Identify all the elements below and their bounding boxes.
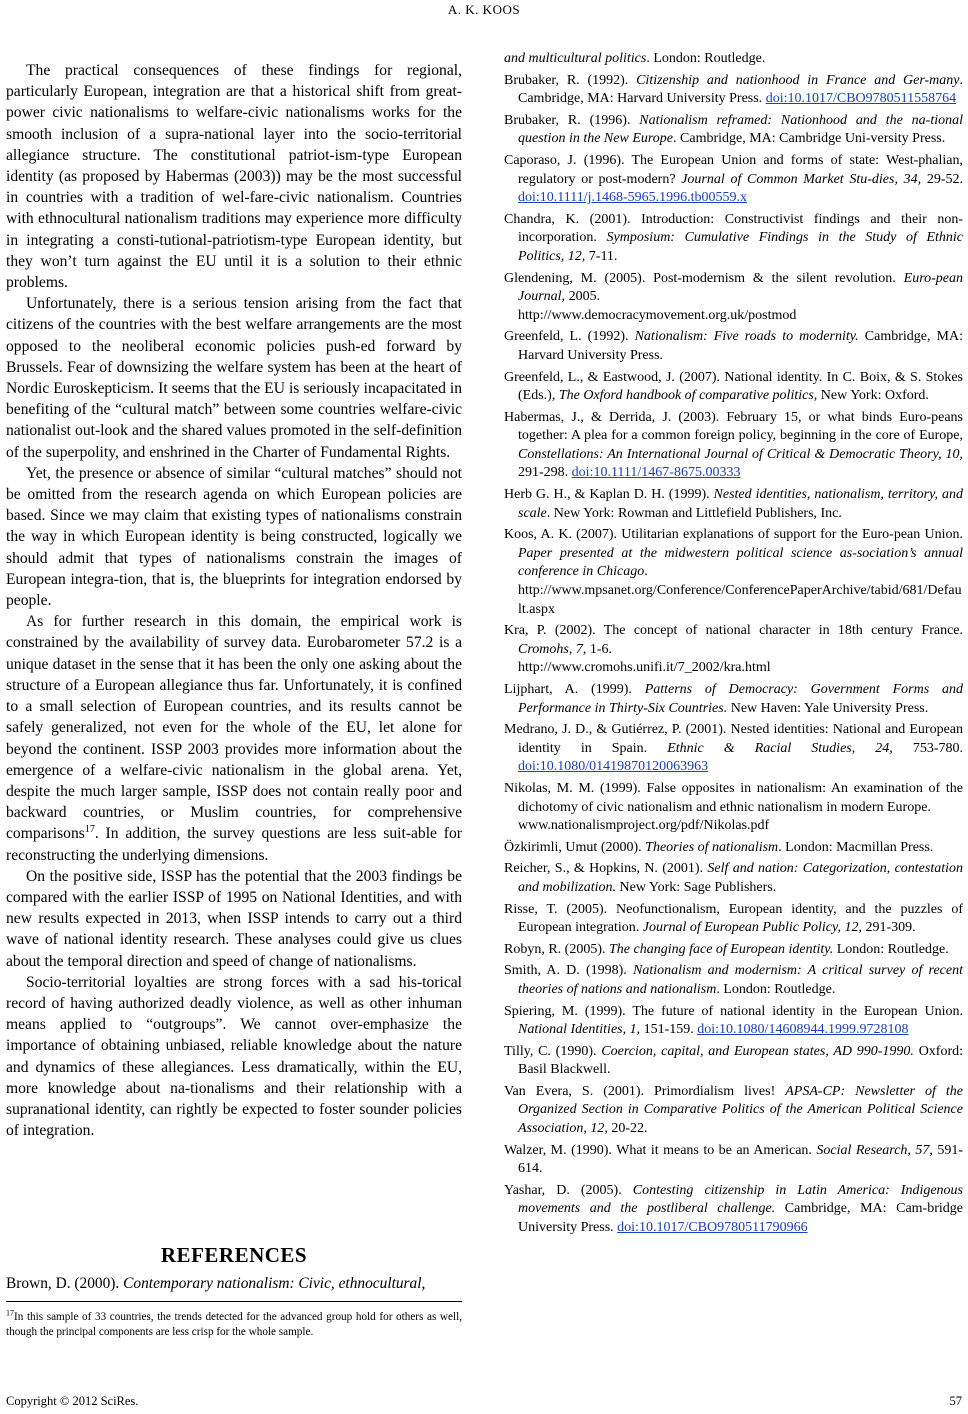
ref-title: The changing face of European identity.	[609, 941, 834, 957]
ref-title: APSA-CP: Newsletter of the Organized Section in Comparative Politics of the American Political Science Association, 12,	[518, 1083, 963, 1137]
reference-entry	[504, 152, 963, 208]
paragraph: The practical consequences of these findings for regional, particularly European, integration are that a historical shift from great-power civic nationalisms to welfare-civic nationalisms works for the smooth inclusion of a supra-national layer into the socio-territorial allegiance structure. The constitutional patriot-ism-type European identity (as proposed by Habermas (2003)) may be the most successful in countries with a tradition of wel-fare-civic nationalism. Countries with ethnocultural nationalism traditions may experience more difficulty in integrating a consti-tutional-patriotism-type European identity, but they won’t turn against the EU until it is a solution to their ethnic problems.	[6, 62, 462, 292]
ref-details: New Haven: Yale University Press.	[727, 700, 929, 716]
paragraph: Unfortunately, there is a serious tension arising from the fact that citizens of the countries with the best welfare arrangements are the most opposed to the neoliberal economic policies push-ed forward by Brussels. Fear of downsizing the welfare system has been at the heart of Nordic Euroskepticism. It seems that the EU is seriously incapacitated in benefiting of the “cultural match” between some countries welfare-civic nationalist out-look and the shared values promoted in the self-definition of the superpolity, and enshrined in the Charter of Fundamental Rights.	[6, 295, 462, 461]
reference-entry	[504, 112, 963, 149]
ref-details: . New York: Rowman and Littlefield Publishers, Inc.	[546, 505, 842, 521]
reference-entry	[504, 270, 963, 326]
ref-title: The Oxford handbook of comparative politics,	[558, 388, 818, 404]
page-number: 57	[949, 1394, 962, 1408]
doi-link[interactable]: doi:10.1017/CBO9780511558764	[765, 91, 957, 107]
ref-title: Nationalism reframed: Nationhood and the na-tional question in the New Europe	[518, 112, 963, 147]
paragraph: Socio-territorial loyalties are strong forces with a sad his-torical record of having authorized deadly violence, as well as other inhuman means applied to “outgroups”. We cannot over-emphasize the importance of obtaining unbiased, reliable knowledge about the nature and dynamics of these allegiances. Less dramatically, within the EU, more knowledge about na-tionalisms and their relationship with a supranational identity, can rightly be expected to foster sounder policies of integration.	[6, 973, 462, 1140]
ref-url: www.nationalismproject.org/pdf/Nikolas.pdf	[518, 818, 770, 834]
ref-authors: Lijphart, A. (1999).	[504, 682, 645, 697]
ref-authors: Tilly, C. (1990).	[504, 1043, 602, 1059]
ref-title: Journal of Common Market Stu-dies, 34,	[681, 171, 922, 187]
reference-entry	[504, 721, 963, 777]
ref-title: Cromohs, 7,	[518, 641, 587, 657]
ref-title: Coercion, capital, and European states, AD 990-1990.	[601, 1043, 914, 1059]
ref-authors: Greenfeld, L., & Eastwood, J. (2007). National identity. In C. Boix, & S. Stokes (Eds.),	[504, 369, 963, 404]
ref-details: 291-309.	[861, 920, 916, 936]
ref-authors: Brubaker, R. (1996).	[504, 112, 640, 128]
doi-link[interactable]: doi:10.1080/01419870120063963	[518, 759, 709, 775]
ref-url: http://www.cromohs.unifi.it/7_2002/kra.html	[518, 660, 771, 676]
reference-entry	[504, 681, 963, 718]
ref-url: http://www.mpsanet.org/Conference/ConferencePaperArchive/tabid/681/Default.aspx	[518, 583, 962, 617]
ref-authors: Chandra, K. (2001). Introduction: Constructivist findings and their non-incorporation.	[504, 211, 963, 246]
reference-entry	[504, 1043, 963, 1080]
ref-details: 291-298.	[518, 465, 572, 481]
ref-title: Paper presented at the midwestern political science as-sociation’s annual conference in Chicago	[518, 545, 963, 580]
ref-details: 753-780.	[892, 740, 963, 756]
reference-entry	[504, 860, 963, 897]
ref-details: . Cambridge, MA: Harvard University Press.	[518, 72, 963, 107]
paragraph	[6, 611, 462, 865]
copyright-footer: Copyright © 2012 SciRes.	[6, 1394, 139, 1408]
reference-entry	[504, 1003, 963, 1040]
ref-authors: Özkirimli, Umut (2000).	[504, 839, 646, 855]
doi-link[interactable]: doi:10.1017/CBO9780511790966	[617, 1220, 808, 1236]
ref-authors: Van Evera, S. (2001). Primordialism lives!	[504, 1083, 786, 1099]
ref-details: 151-159.	[640, 1022, 698, 1038]
paragraph-text: As for further research in this domain, the empirical work is constrained by the availability of survey data. Eurobarometer 57.2 is a unique dataset in the sense that it has been the only one asking about the structure of a European allegiance thus far. Unfortunately, it is confined to a small selection of European countries, and its results cannot be safely generalized, not even for the whole of the EU, let alone for beyond the continent. ISSP 2003 provides more information about the emergence of a welfare-civic nationalism in the global arena. Yet, despite the much larger sample, ISSP does not contain really poor and backward countries, or Muslim countries, for comprehensive comparisons	[6, 613, 462, 843]
running-header: A. K. KOOS	[447, 2, 521, 17]
ref-details: . London: Routledge.	[646, 51, 766, 66]
ref-authors: Nikolas, M. M. (1999). False opposites in nationalism: An examination of the dichotomy of civic nationalism and ethnic nationalism in modern Europe.	[504, 780, 963, 815]
ref-authors: Yashar, D. (2005).	[504, 1182, 633, 1198]
reference-entry	[504, 839, 963, 858]
ref-authors: Koos, A. K. (2007). Utilitarian explanations of support for the Euro-pean Union.	[504, 527, 963, 543]
ref-authors: Walzer, M. (1990). What it means to be an American.	[504, 1142, 817, 1158]
ref-details: 7-11.	[585, 248, 618, 264]
ref-details: . London: Routledge.	[716, 981, 836, 997]
ref-authors: Kra, P. (2002). The concept of national character in 18th century France.	[504, 623, 963, 639]
ref-authors: Caporaso, J. (1996). The European Union and forms of state: West-phalian, regulatory or post-modern?	[504, 152, 963, 187]
reference-entry	[504, 1083, 963, 1139]
ref-details: London: Routledge.	[833, 941, 949, 957]
doi-link[interactable]: doi:10.1111/1467-8675.00333	[571, 465, 741, 481]
ref-authors: Brubaker, R. (1992).	[504, 72, 637, 88]
reference-entry	[504, 901, 963, 938]
footnote	[6, 1310, 462, 1340]
footnote-number: 17	[6, 1308, 14, 1318]
ref-title: Euro-pean Journal,	[518, 270, 963, 305]
reference-entry	[504, 526, 963, 619]
ref-authors: Medrano, J. D., & Gutiérrez, P. (2001). Nested identities: National and European identity in Spain.	[504, 722, 963, 756]
ref-details: New York: Oxford.	[817, 388, 929, 404]
reference-entry	[504, 1182, 963, 1238]
ref-title: Symposium: Cumulative Findings in the Study of Ethnic Politics, 12,	[518, 230, 964, 264]
references-list	[504, 50, 963, 1241]
ref-authors: Greenfeld, L. (1992).	[504, 329, 635, 345]
reference-entry	[504, 72, 963, 109]
ref-authors: Herb G. H., & Kaplan D. H. (1999).	[504, 487, 714, 503]
ref-title: Patterns of Democracy: Government Forms and Performance in Thirty-Six Countries.	[518, 682, 963, 716]
ref-details: 591-614.	[518, 1142, 963, 1177]
ref-authors: Brown, D. (2000).	[6, 1275, 124, 1292]
ref-title: and multicultural politics	[504, 51, 647, 66]
ref-title: Social Research, 57,	[816, 1142, 933, 1158]
ref-details: 1-6.	[586, 641, 612, 657]
ref-details: . London: Macmillan Press.	[778, 839, 934, 855]
footnote-divider	[6, 1301, 462, 1302]
ref-authors: Spiering, M. (1999). The future of national identity in the European Union.	[504, 1003, 963, 1019]
ref-title: Nationalism and modernism: A critical survey of recent theories of nations and nationalism	[518, 963, 963, 997]
ref-authors: Robyn, R. (2005).	[504, 941, 609, 957]
ref-title: National Identities, 1,	[518, 1022, 641, 1038]
reference-entry	[504, 369, 963, 406]
reference-entry	[504, 941, 963, 960]
reference-entry	[504, 486, 963, 523]
reference-entry	[6, 1274, 482, 1294]
ref-title: Theories of nationalism	[645, 839, 779, 855]
reference-entry	[504, 780, 963, 836]
paragraph-text: . In addition, the survey questions are less suit-able for reconstructing the underlying dimensions.	[6, 825, 462, 864]
ref-authors: Reicher, S., & Hopkins, N. (2001).	[504, 861, 708, 877]
ref-details: New York: Sage Publishers.	[616, 879, 777, 895]
footnote-marker: 17	[84, 824, 95, 836]
doi-link[interactable]: doi:10.1080/14608944.1999.9728108	[697, 1022, 909, 1038]
ref-authors: Smith, A. D. (1998).	[504, 963, 633, 979]
reference-entry	[504, 1142, 963, 1179]
references-heading: REFERENCES	[160, 1243, 308, 1267]
ref-title: Nested identities, nationalism, territory, and scale	[518, 487, 963, 521]
ref-title: Constellations: An International Journal of Critical & Democratic Theory, 10,	[518, 446, 963, 462]
ref-title: Journal of European Public Policy, 12,	[642, 920, 862, 936]
ref-details: . Cambridge, MA: Cambridge Uni-versity Press.	[673, 131, 946, 147]
ref-details: Oxford: Basil Blackwell.	[518, 1043, 964, 1078]
ref-title: Self and nation: Categorization, contestation and mobilization.	[518, 861, 963, 895]
reference-entry	[504, 328, 963, 365]
ref-url: http://www.democracymovement.org.uk/postmod	[518, 307, 797, 323]
doi-link[interactable]: doi:10.1111/j.1468-5965.1996.tb00559.x	[518, 190, 748, 206]
body-text-column	[6, 60, 462, 1141]
reference-entry	[504, 622, 963, 678]
ref-details: 20-22.	[607, 1121, 648, 1137]
ref-title: Ethnic & Racial Studies, 24,	[667, 740, 893, 756]
paragraph: Yet, the presence or absence of similar “cultural matches” should not be omitted from the research agenda on which European policies are based. Since we may claim that existing types of nationalisms constrain the way in which European identity is being constructed, logically we should admit that types of nationalisms constrain the images of European integra-tion, that is, the blueprints for integration endorsed by people.	[6, 464, 462, 610]
reference-entry	[504, 211, 963, 267]
ref-details: 29-52.	[921, 171, 963, 187]
ref-authors: Habermas, J., & Derrida, J. (2003). February 15, or what binds Euro-peans together: A plea for a common foreign policy, beginning in the core of Europe,	[504, 409, 963, 444]
ref-details: .	[644, 564, 648, 580]
ref-title: Contesting citizenship in Latin America: Indigenous movements and the postliberal challenge.	[518, 1182, 964, 1217]
ref-details: Cambridge, MA: Cam-bridge University Press.	[518, 1201, 963, 1236]
reference-entry	[504, 962, 963, 999]
ref-title: Contemporary nationalism: Civic, ethnocultural,	[123, 1275, 426, 1292]
reference-entry	[504, 50, 963, 69]
ref-title: Nationalism: Five roads to modernity.	[634, 329, 859, 345]
footnote-text: In this sample of 33 countries, the trends detected for the advanced group hold for others as well, though the principal components are less crisp for the whole sample.	[6, 1311, 462, 1338]
ref-authors: Risse, T. (2005). Neofunctionalism, European identity, and the puzzles of European integration.	[504, 901, 963, 936]
paragraph: On the positive side, ISSP has the potential that the 2003 findings be compared with the earlier ISSP of 1995 on National Identities, and with new results expected in 2013, when ISSP intends to carry out a third wave of national identity research. These analyses could give us clues about the temporal direction and speed of change of nationalisms.	[6, 867, 462, 970]
ref-title: Citizenship and nationhood in France and Ger-many	[636, 72, 960, 88]
ref-details: Cambridge, MA: Harvard University Press.	[518, 329, 964, 363]
ref-details: 2005.	[565, 289, 601, 305]
ref-authors: Glendening, M. (2005). Post-modernism & the silent revolution.	[504, 270, 904, 286]
reference-entry	[504, 409, 963, 483]
